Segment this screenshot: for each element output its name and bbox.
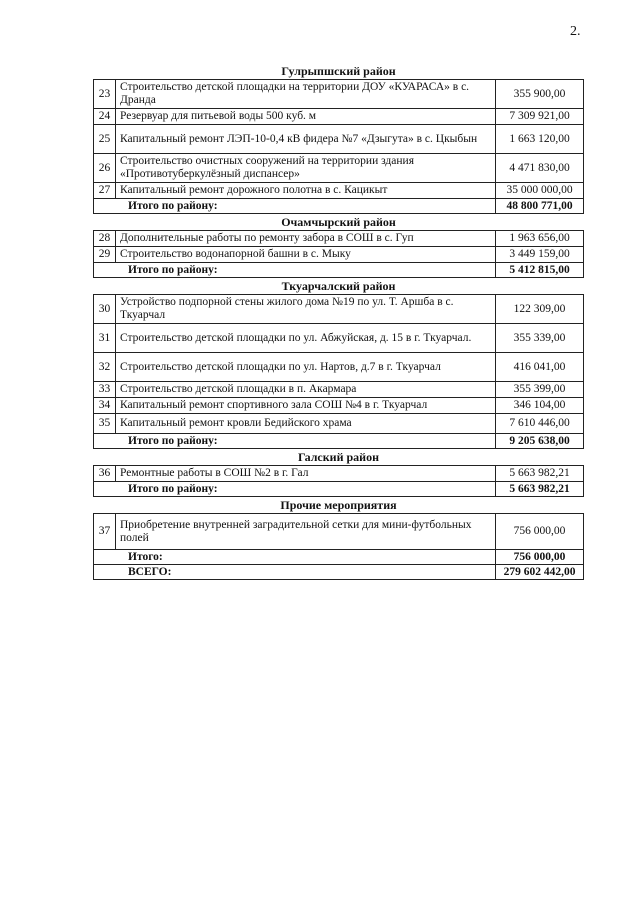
row-number: 23 — [94, 80, 116, 109]
table-row — [94, 231, 584, 247]
row-description: Резервуар для питьевой воды 500 куб. м — [116, 109, 496, 125]
table-row — [94, 466, 584, 482]
row-amount: 1 963 656,00 — [496, 231, 584, 247]
row-number: 30 — [94, 295, 116, 324]
row-number: 33 — [94, 382, 116, 398]
row-description: Строительство детской площадки по ул. Нартов, д.7 в г. Ткуарчал — [116, 353, 496, 382]
total-label: Итого по району: — [94, 199, 496, 214]
table-row — [94, 80, 584, 109]
total-label: Итого: — [94, 550, 496, 565]
row-number: 37 — [94, 514, 116, 550]
row-number: 26 — [94, 154, 116, 183]
row-number: 36 — [94, 466, 116, 482]
row-amount: 355 339,00 — [496, 324, 584, 353]
budget-table — [93, 63, 584, 580]
section-title: Галский район — [94, 449, 584, 466]
section-title: Очамчырский район — [94, 214, 584, 231]
row-number: 27 — [94, 183, 116, 199]
row-number: 28 — [94, 231, 116, 247]
row-number: 29 — [94, 247, 116, 263]
grand-total-row — [94, 565, 584, 580]
row-description: Дополнительные работы по ремонту забора в СОШ в с. Гуп — [116, 231, 496, 247]
section-total-row — [94, 550, 584, 565]
total-label: Итого по району: — [94, 263, 496, 278]
table-row — [94, 109, 584, 125]
row-amount: 355 900,00 — [496, 80, 584, 109]
row-description: Ремонтные работы в СОШ №2 в г. Гал — [116, 466, 496, 482]
total-amount: 5 412 815,00 — [496, 263, 584, 278]
row-number: 24 — [94, 109, 116, 125]
row-description: Строительство детской площадки по ул. Абжуйская, д. 15 в г. Ткуарчал. — [116, 324, 496, 353]
row-amount: 756 000,00 — [496, 514, 584, 550]
row-description: Строительство детской площадки на территории ДОУ «КУАРАСА» в с. Дранда — [116, 80, 496, 109]
grand-total-label: ВСЕГО: — [94, 565, 496, 580]
grand-total-amount: 279 602 442,00 — [496, 565, 584, 580]
row-description: Строительство детской площадки в п. Акармара — [116, 382, 496, 398]
table-row — [94, 398, 584, 414]
row-amount: 5 663 982,21 — [496, 466, 584, 482]
row-amount: 3 449 159,00 — [496, 247, 584, 263]
budget-table-container — [93, 63, 583, 580]
row-description: Строительство водонапорной башни в с. Мыку — [116, 247, 496, 263]
total-amount: 48 800 771,00 — [496, 199, 584, 214]
total-label: Итого по району: — [94, 482, 496, 497]
row-description: Приобретение внутренней заградительной сетки для мини-футбольных полей — [116, 514, 496, 550]
row-amount: 355 399,00 — [496, 382, 584, 398]
row-number: 32 — [94, 353, 116, 382]
section-total-row — [94, 434, 584, 449]
table-row — [94, 154, 584, 183]
total-amount: 5 663 982,21 — [496, 482, 584, 497]
row-description: Строительство очистных сооружений на территории здания «Противотуберкулёзный диспансер» — [116, 154, 496, 183]
section-title: Прочие мероприятия — [94, 497, 584, 514]
row-description: Капитальный ремонт ЛЭП-10-0,4 кВ фидера №7 «Дзыгута» в с. Цкыбын — [116, 125, 496, 154]
table-row — [94, 183, 584, 199]
row-description: Капитальный ремонт дорожного полотна в с. Кацикыт — [116, 183, 496, 199]
row-amount: 122 309,00 — [496, 295, 584, 324]
row-description: Устройство подпорной стены жилого дома №19 по ул. Т. Аршба в с. Ткуарчал — [116, 295, 496, 324]
section-title: Ткуарчалский район — [94, 278, 584, 295]
row-amount: 346 104,00 — [496, 398, 584, 414]
row-amount: 4 471 830,00 — [496, 154, 584, 183]
total-amount: 9 205 638,00 — [496, 434, 584, 449]
row-description: Капитальный ремонт спортивного зала СОШ №4 в г. Ткуарчал — [116, 398, 496, 414]
page-number: 2. — [570, 24, 581, 39]
row-description: Капитальный ремонт кровли Бедийского храма — [116, 414, 496, 434]
total-label: Итого по району: — [94, 434, 496, 449]
row-number: 34 — [94, 398, 116, 414]
section-title: Гулрыпшский район — [94, 63, 584, 80]
row-number: 35 — [94, 414, 116, 434]
table-row — [94, 125, 584, 154]
row-amount: 1 663 120,00 — [496, 125, 584, 154]
row-amount: 416 041,00 — [496, 353, 584, 382]
section-total-row — [94, 482, 584, 497]
table-row — [94, 295, 584, 324]
table-row — [94, 324, 584, 353]
section-total-row — [94, 199, 584, 214]
row-number: 25 — [94, 125, 116, 154]
total-amount: 756 000,00 — [496, 550, 584, 565]
section-total-row — [94, 263, 584, 278]
table-row — [94, 353, 584, 382]
row-amount: 7 610 446,00 — [496, 414, 584, 434]
row-amount: 7 309 921,00 — [496, 109, 584, 125]
table-row — [94, 414, 584, 434]
row-amount: 35 000 000,00 — [496, 183, 584, 199]
table-row — [94, 247, 584, 263]
row-number: 31 — [94, 324, 116, 353]
table-row — [94, 514, 584, 550]
table-row — [94, 382, 584, 398]
